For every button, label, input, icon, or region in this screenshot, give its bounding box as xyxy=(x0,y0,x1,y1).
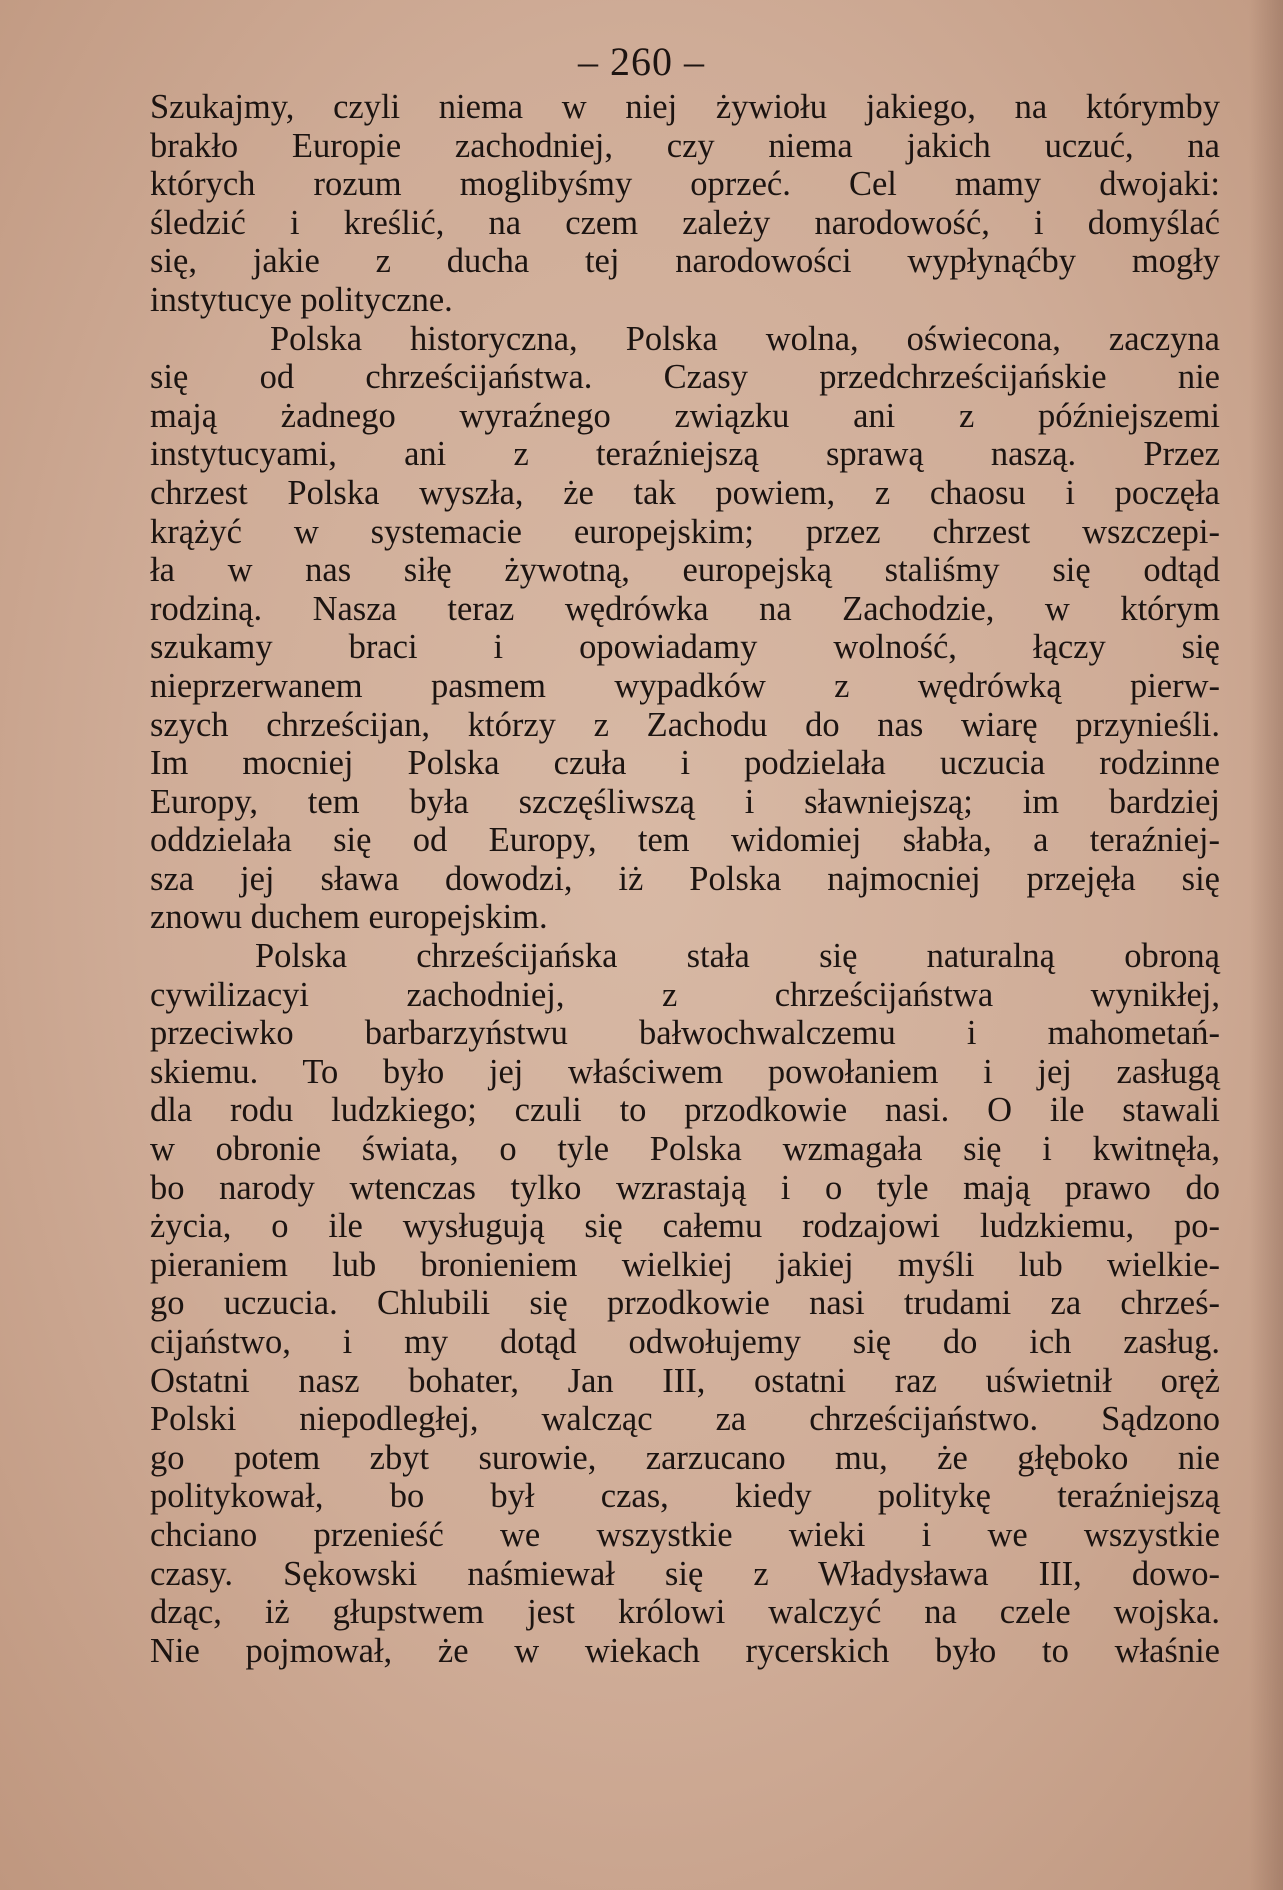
text-line: oddzielała się od Europy, tem widomiej słabła, a teraźniej- xyxy=(150,821,1220,860)
text-line: Im mocniej Polska czuła i podzielała uczucia rodzinne xyxy=(150,744,1220,783)
text-line: skiemu. To było jej właściwem powołaniem i jej zasługą xyxy=(150,1052,1220,1091)
text-line: śledzić i kreślić, na czem zależy narodowość, i domyślać xyxy=(150,203,1220,242)
text-line: brakło Europie zachodniej, czy niema jakich uczuć, na xyxy=(150,126,1220,165)
text-line: mają żadnego wyraźnego związku ani z późniejszemi xyxy=(150,396,1220,435)
text-line: cywilizacyi zachodniej, z chrześcijaństwa wynikłej, xyxy=(150,975,1220,1014)
text-line: sza jej sława dowodzi, iż Polska najmocniej przejęła się xyxy=(150,859,1220,898)
text-line: szych chrześcijan, którzy z Zachodu do nas wiarę przynieśli. xyxy=(150,705,1220,744)
text-line: krążyć w systemacie europejskim; przez chrzest wszczepi- xyxy=(150,512,1220,551)
text-line: Europy, tem była szczęśliwszą i sławniejszą; im bardziej xyxy=(150,782,1220,821)
text-line: bo narody wtenczas tylko wzrastają i o tyle mają prawo do xyxy=(150,1168,1220,1207)
text-line: pieraniem lub bronieniem wielkiej jakiej myśli lub wielkie- xyxy=(150,1245,1220,1284)
text-line: się od chrześcijaństwa. Czasy przedchrześcijańskie nie xyxy=(150,358,1220,397)
text-line: czasy. Sękowski naśmiewał się z Władysława III, dowo- xyxy=(150,1554,1220,1593)
text-line: go uczucia. Chlubili się przodkowie nasi trudami za chrześ- xyxy=(150,1284,1220,1323)
text-line: instytucye polityczne. xyxy=(150,280,453,319)
body-text xyxy=(150,88,1220,1670)
text-line: Polska historyczna, Polska wolna, oświecona, zaczyna xyxy=(270,319,1220,358)
text-line: których rozum moglibyśmy oprzeć. Cel mamy dwojaki: xyxy=(150,165,1220,204)
text-line: Polska chrześcijańska stała się naturalną obroną xyxy=(255,937,1220,976)
text-line: Szukajmy, czyli niema w niej żywiołu jakiego, na którymby xyxy=(150,88,1220,126)
text-line: dla rodu ludzkiego; czuli to przodkowie nasi. O ile stawali xyxy=(150,1091,1220,1130)
text-line: rodziną. Nasza teraz wędrówka na Zachodzie, w którym xyxy=(150,589,1220,628)
text-line: cijaństwo, i my dotąd odwołujemy się do ich zasług. xyxy=(150,1323,1220,1361)
text-line: instytucyami, ani z teraźniejszą sprawą naszą. Przez xyxy=(150,435,1220,474)
text-line: ła w nas siłę żywotną, europejską staliśmy się odtąd xyxy=(150,551,1220,590)
text-line: w obronie świata, o tyle Polska wzmagała się i kwitnęła, xyxy=(150,1130,1220,1169)
text-line: Nie pojmował, że w wiekach rycerskich było to właśnie xyxy=(150,1631,1220,1670)
page-edge-shadow xyxy=(1249,0,1283,1890)
text-line: szukamy braci i opowiadamy wolność, łączy się xyxy=(150,628,1220,667)
text-line: politykował, bo był czas, kiedy politykę teraźniejszą xyxy=(150,1477,1220,1516)
text-line: Ostatni nasz bohater, Jan III, ostatni raz uświetnił oręż xyxy=(150,1361,1220,1400)
text-line: się, jakie z ducha tej narodowości wypłynąćby mogły xyxy=(150,242,1220,281)
text-line: chciano przenieść we wszystkie wieki i we wszystkie xyxy=(150,1515,1220,1554)
page-number: – 260 – xyxy=(578,39,705,84)
text-line: Polski niepodległej, walcząc za chrześcijaństwo. Sądzono xyxy=(150,1400,1220,1439)
text-line: życia, o ile wysługują się całemu rodzajowi ludzkiemu, po- xyxy=(150,1207,1220,1246)
text-line: przeciwko barbarzyństwu bałwochwalczemu i mahometań- xyxy=(150,1014,1220,1053)
text-line: chrzest Polska wyszła, że tak powiem, z chaosu i poczęła xyxy=(150,473,1220,512)
text-line: znowu duchem europejskim. xyxy=(150,898,548,937)
text-line: dząc, iż głupstwem jest królowi walczyć na czele wojska. xyxy=(150,1593,1220,1632)
text-line: nieprzerwanem pasmem wypadków z wędrówką pierw- xyxy=(150,666,1220,705)
text-line: go potem zbyt surowie, zarzucano mu, że głęboko nie xyxy=(150,1438,1220,1477)
